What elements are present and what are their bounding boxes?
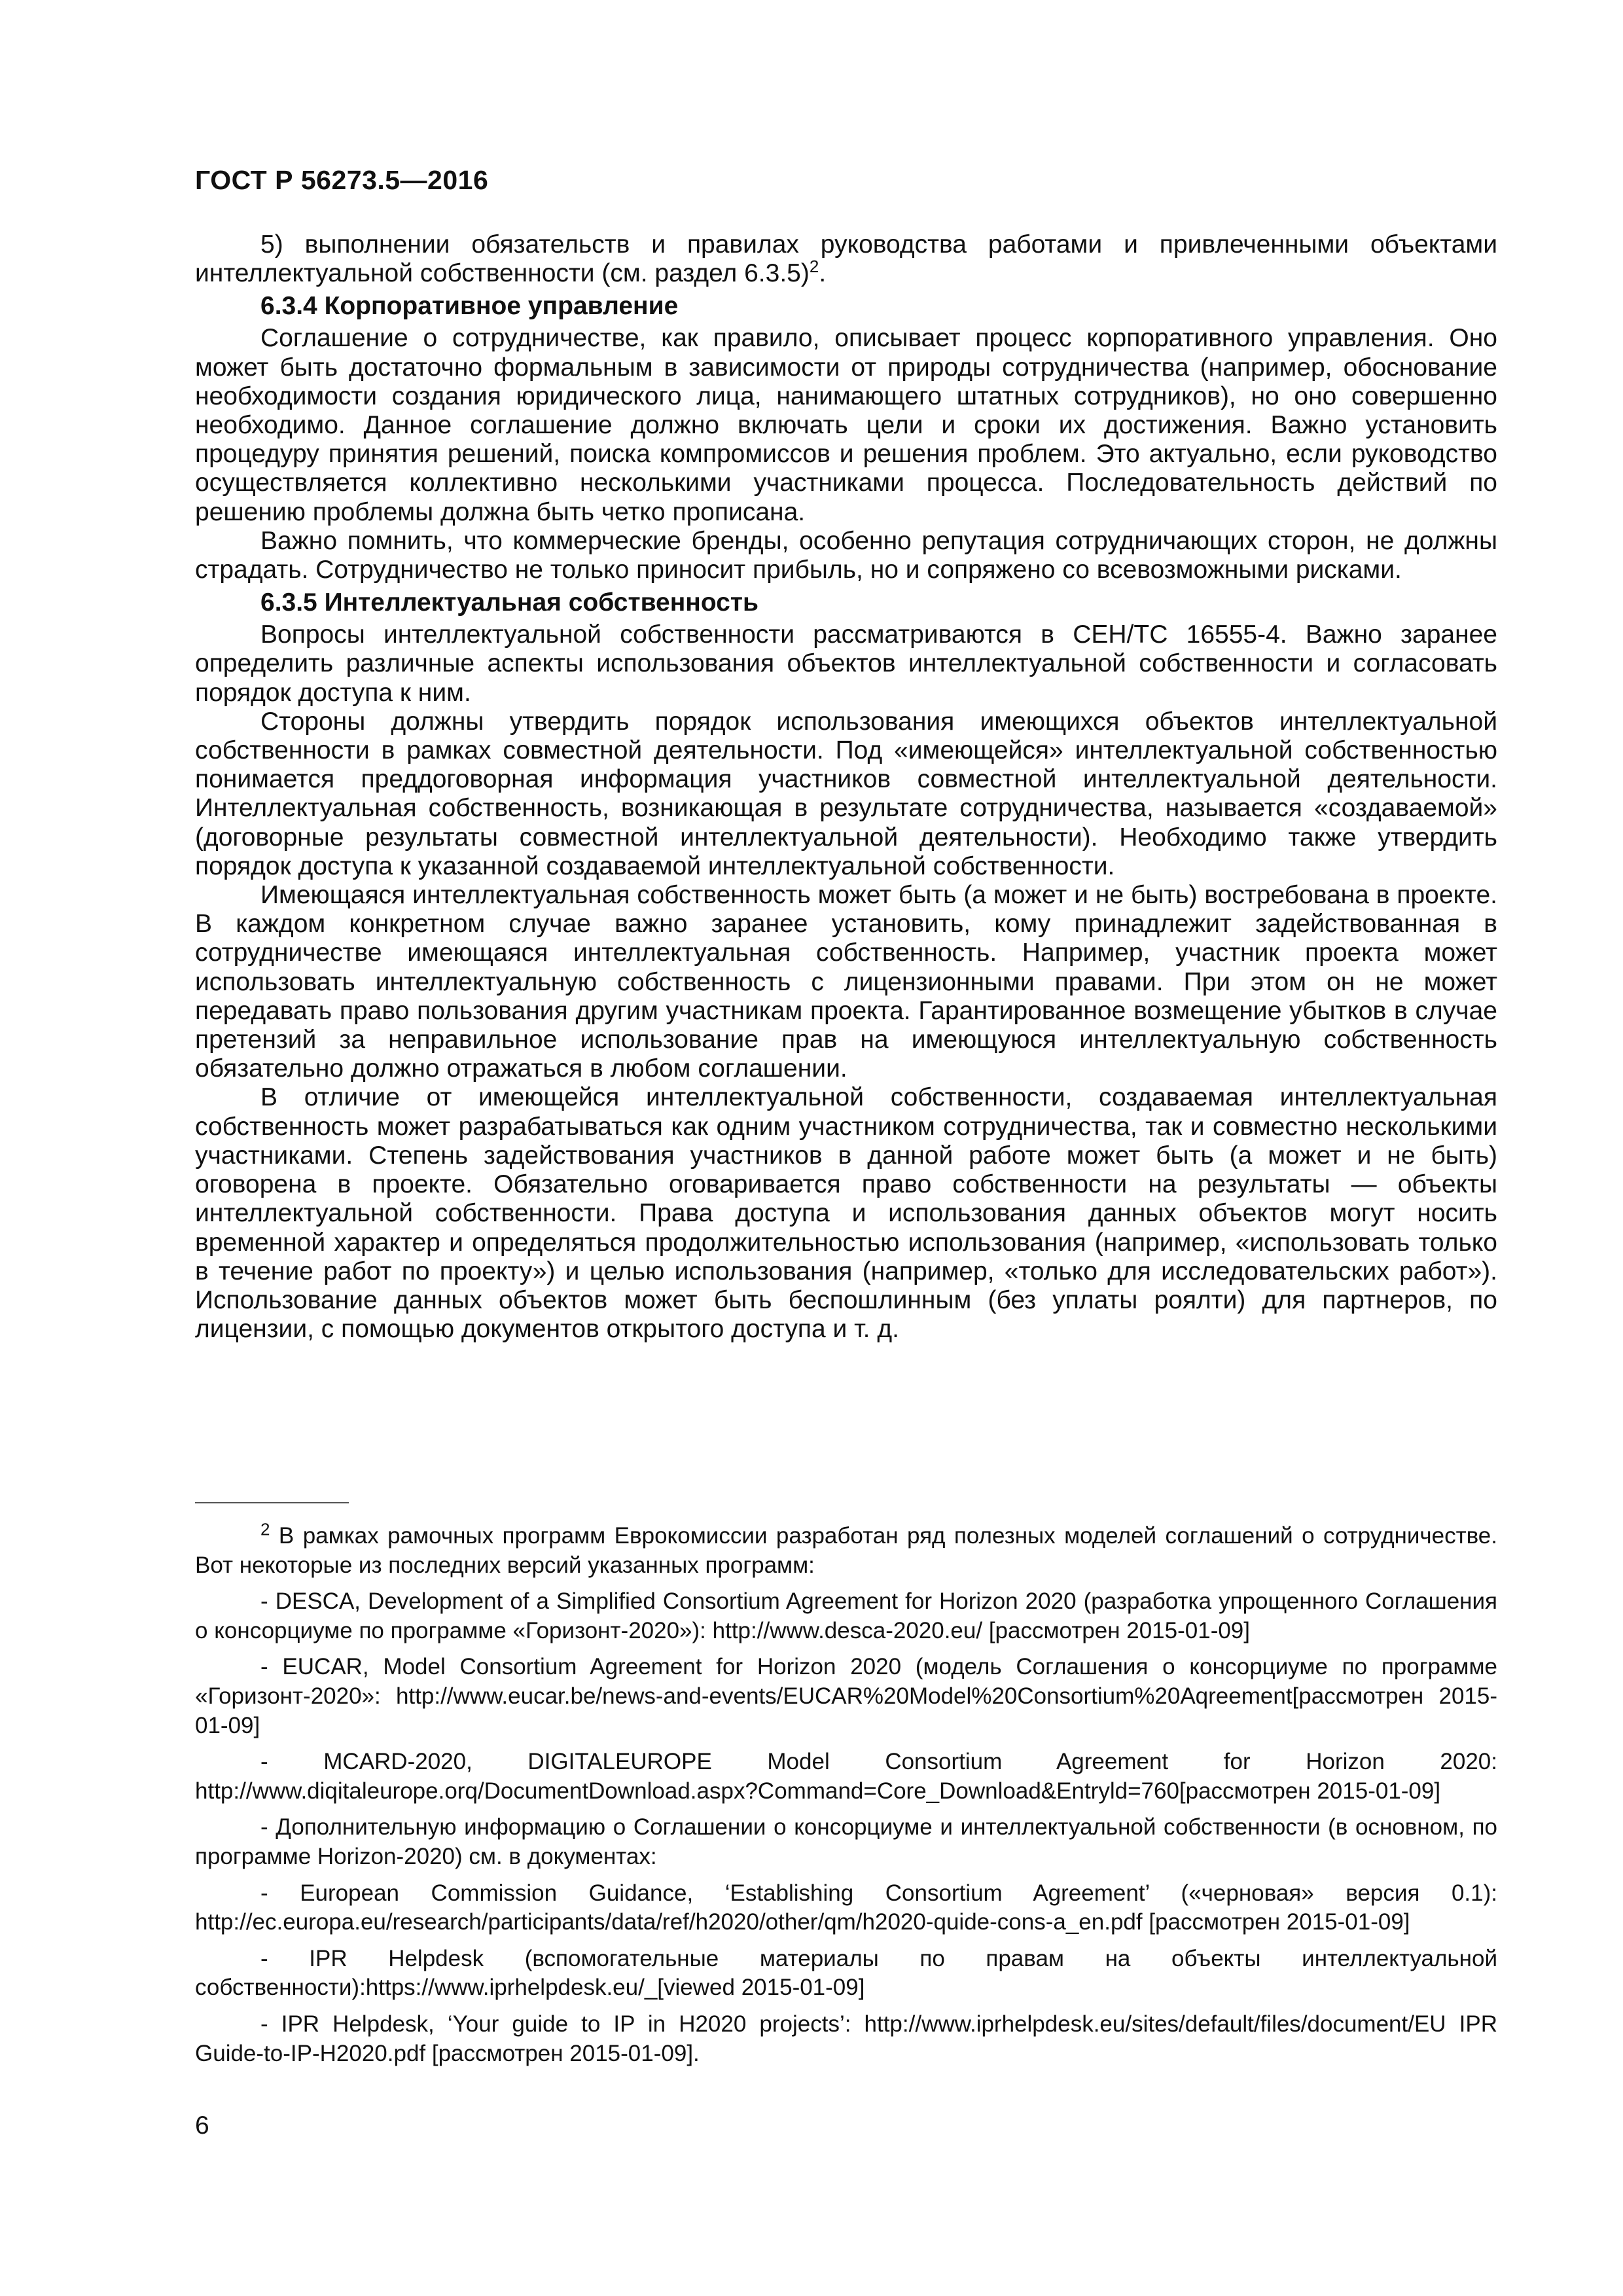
footnote-item-more-info: - Дополнительную информацию о Соглашении о консорциуме и интеллектуальной собственности (в основном, по программе Horizon-2020) см. в документах: bbox=[195, 1814, 1497, 1869]
footnote-item-mcard: - MCARD-2020, DIGITALEUROPE Model Consortium Agreement for Horizon 2020: http://www.diqitaleurope.orq/DocumentDownload.aspx?Command=Core_Download&Entryld=760[рассмотрен 2015-01-09] bbox=[195, 1749, 1497, 1804]
footnote-mark: 2 bbox=[260, 1519, 270, 1539]
paragraph-ip-3: Имеющаяся интеллектуальная собственность может быть (а может и не быть) востребована в проекте. В каждом конкретном случае важно заранее установить, кому принадлежит задействованная в сотрудничестве имеющаяся интеллектуальная собственность. Например, участник проекта может использовать интеллектуальную собственность с лицензионными правами. При этом он не может передавать право пользования другим участникам проекта. Гарантированное возмещение убытков в случае претензий за неправильное использование прав на имеющуюся интеллектуальную собственность обязательно должно отражаться в любом соглашении. bbox=[195, 881, 1497, 1083]
intro-text: 5) выполнении обязательств и правилах руководства работами и привлеченными объектами интеллектуальной собственности (см. раздел 6.3.5) bbox=[195, 230, 1497, 288]
footnote-separator bbox=[195, 1502, 349, 1503]
paragraph-governance-2: Важно помнить, что коммерческие бренды, особенно репутация сотрудничающих сторон, не должны страдать. Сотрудничество не только приносит прибыль, но и сопряжено со всевозможными рисками. bbox=[195, 526, 1497, 584]
footnote-intro bbox=[195, 1519, 1497, 1580]
section-heading-6-3-5: 6.3.5 Интеллектуальная собственность bbox=[260, 588, 758, 617]
intro-paragraph bbox=[195, 230, 1497, 288]
main-text bbox=[195, 230, 1497, 1344]
footnote-item-desca: - DESCA, Development of a Simplified Consortium Agreement for Horizon 2020 (разработка упрощенного Соглашения о консорциуме по программе «Горизонт-2020»): http://www.desca-2020.eu/ [рассмотрен 2015-01-09] bbox=[195, 1588, 1497, 1643]
footnote-reference[interactable]: 2 bbox=[809, 257, 819, 277]
footnotes bbox=[195, 1519, 1497, 2075]
section-heading-6-3-4: 6.3.4 Корпоративное управление bbox=[260, 292, 679, 321]
paragraph-governance-1: Соглашение о сотрудничестве, как правило, описывает процесс корпоративного управления. Оно может быть достаточно формальным в зависимости от природы сотрудничества (например, обоснование необходимости создания юридического лица, нанимающего штатных сотрудников), но оно совершенно необходимо. Данное соглашение должно включать цели и сроки их достижения. Важно установить процедуру принятия решений, поиска компромиссов и решения проблем. Это актуально, если руководство осуществляется коллективно несколькими участниками процесса. Последовательность действий по решению проблемы должна быть четко прописана. bbox=[195, 324, 1497, 526]
page-number: 6 bbox=[195, 2111, 209, 2140]
footnote-item-ipr-helpdesk: - IPR Helpdesk (вспомогательные материалы по правам на объекты интеллектуальной собственности):https://www.iprhelpdesk.eu/_[viewed 2015-01-09] bbox=[195, 1945, 1497, 2001]
paragraph-ip-2: Стороны должны утвердить порядок использования имеющихся объектов интеллектуальной собственности в рамках совместной деятельности. Под «имеющейся» интеллектуальной собственностью понимается преддоговорная информация участников совместной интеллектуальной деятельности. Интеллектуальная собственность, возникающая в результате сотрудничества, называется «создаваемой» (договорные результаты совместной интеллектуальной деятельности). Необходимо также утвердить порядок доступа к указанной создаваемой интеллектуальной собственности. bbox=[195, 707, 1497, 880]
document-id-header: ГОСТ Р 56273.5—2016 bbox=[195, 165, 489, 195]
paragraph-ip-1: Вопросы интеллектуальной собственности рассматриваются в CEH/TC 16555-4. Важно заранее определить различные аспекты использования объектов интеллектуальной собственности и согласовать порядок доступа к ним. bbox=[195, 620, 1497, 707]
paragraph-ip-4: В отличие от имеющейся интеллектуальной собственности, создаваемая интеллектуальная собственность может разрабатываться как одним участником сотрудничества, так и совместно несколькими участниками. Степень задействования участников в данной работе может быть (а может и не быть) оговорена в проекте. Обязательно оговаривается право собственности на результаты — объекты интеллектуальной собственности. Права доступа и использования данных объектов могут носить временной характер и определяться продолжительностью использования (например, «использовать только в течение работ по проекту») и целью использования (например, «только для исследовательских работ»). Использование данных объектов может быть беспошлинным (без уплаты роялти) для партнеров, по лицензии, с помощью документов открытого доступа и т. д. bbox=[195, 1083, 1497, 1344]
footnote-item-eucar: - EUCAR, Model Consortium Agreement for Horizon 2020 (модель Соглашения о консорциуме по программе «Горизонт-2020»: http://www.eucar.be/news-and-events/EUCAR%20Model%20Consortium%20Aqreement[рассмотрен 2015-01-09] bbox=[195, 1654, 1497, 1738]
footnote-item-ipr-guide: - IPR Helpdesk, ‘Your guide to IP in H2020 projects’: http://www.iprhelpdesk.eu/sites/default/files/document/EU IPR Guide-to-IP-H2020.pdf [рассмотрен 2015-01-09]. bbox=[195, 2011, 1497, 2066]
intro-end: . bbox=[819, 259, 827, 288]
footnote-intro-text: В рамках рамочных программ Еврокомиссии разработан ряд полезных моделей соглашений о сотрудничестве. Вот некоторые из последних версий указанных программ: bbox=[195, 1523, 1497, 1578]
footnote-item-ec-guidance: - European Commission Guidance, ‘Establishing Consortium Agreement’ («черновая» версия 0.1): http://ec.europa.eu/research/participants/data/ref/h2020/other/qm/h2020-quide-cons-a_en.pdf [рассмотрен 2015-01-09] bbox=[195, 1880, 1497, 1935]
